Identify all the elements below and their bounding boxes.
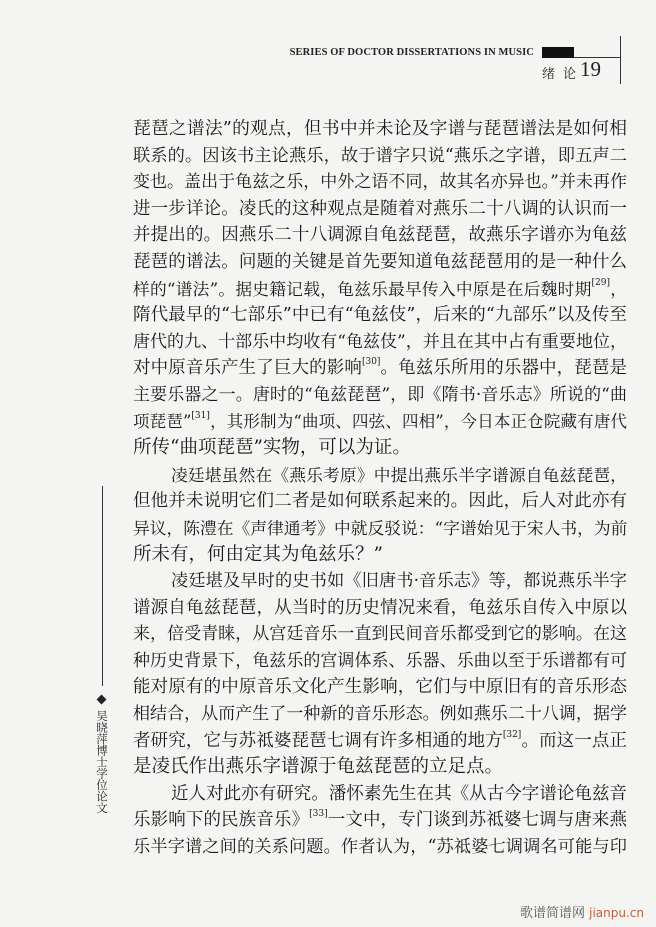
text-line — [133, 409, 627, 436]
text-segment: 所传“曲项琵琶”实物，可以为证。 — [133, 437, 411, 459]
text-line — [133, 834, 627, 861]
citation-marker: [30] — [361, 357, 381, 368]
text-line — [133, 143, 627, 170]
text-segment: 近人对此亦有研究。潘怀素先生在其《从古今字谱论龟兹音 — [171, 783, 627, 804]
text-line — [133, 169, 627, 196]
text-segment: 项琵琶” — [133, 411, 192, 431]
text-segment: 隋代最早的“七部乐”中已有“龟兹伎”，后来的“九部乐”以及传至 — [133, 305, 627, 326]
page-number: 19 — [580, 57, 601, 81]
citation-marker: [29] — [591, 277, 611, 288]
sidebar-author-label: 吴晓萍博士学位论文 — [95, 710, 109, 814]
text-segment: 。龟兹乐所用的乐器中，琵琶是 — [380, 358, 628, 379]
header-vertical-rule — [620, 36, 621, 84]
text-line — [133, 648, 627, 675]
text-segment: 是凌氏作出燕乐字谱源于龟兹琵琶的立足点。 — [133, 756, 504, 778]
citation-marker: [33] — [309, 809, 328, 820]
text-line — [133, 249, 627, 276]
text-segment: 乐影响下的民族音乐》 — [133, 810, 310, 831]
text-line — [133, 754, 627, 781]
text-segment: 样的“谱法”。据史籍记载，龟兹乐最早传入中原是在后魏时期 — [133, 278, 592, 299]
text-segment: 唐代的九、十部乐中均收有“龟兹伎”，并且在其中占有重要地位， — [133, 331, 627, 352]
text-segment: 琵琶的谱法。问题的关键是首先要知道龟兹琵琶用的是一种什么 — [133, 251, 627, 272]
text-segment: 但他并未说明它们二者是如何联系起来的。因此，后人对此亦有 — [133, 491, 627, 512]
text-line — [133, 807, 627, 834]
watermark-text: 歌谱简谱网 — [519, 906, 585, 921]
text-segment: 联系的。因该书主论燕乐，故于谱字只说“燕乐之字谱，即五声二 — [133, 145, 627, 166]
text-line — [133, 329, 627, 356]
text-segment: ，其形制为“曲项、四弦、四相”，今日本正仓院藏有唐代 — [209, 411, 627, 431]
text-line — [133, 116, 627, 143]
text-segment: 异议，陈澧在《声律通考》中就反驳说：“字谱始见于宋人书，为前 — [133, 517, 628, 538]
text-segment: 能对原有的中原音乐文化产生影响，它们与中原旧有的音乐形态 — [133, 677, 627, 698]
header-black-bar — [542, 47, 574, 58]
text-segment: 一文中，专门谈到苏祗婆七调与唐来燕 — [327, 810, 628, 831]
text-segment: 凌廷堪虽然在《燕乐考原》中提出燕乐半字谱源自龟兹琵琶， — [171, 464, 627, 485]
text-segment: 谱源自龟兹琵琶，从当时的历史情况来看，龟兹乐自传入中原以 — [133, 597, 627, 618]
text-line — [133, 542, 627, 569]
text-segment: ， — [610, 278, 627, 299]
text-line — [133, 621, 627, 648]
text-line — [133, 728, 627, 755]
text-line — [133, 382, 627, 409]
text-segment: 变也。盖出于龟兹之乐，中外之语不同，故其名亦异也。”并未再作 — [133, 172, 627, 193]
citation-marker: [32] — [502, 729, 522, 740]
text-line — [133, 196, 627, 223]
text-segment: 相结合，从而产生了一种新的音乐形态。例如燕乐二十八调，据学 — [133, 704, 627, 725]
watermark — [520, 902, 644, 921]
text-line — [133, 302, 627, 329]
sidebar-rule — [102, 486, 103, 686]
text-line — [133, 701, 627, 728]
text-segment: 凌廷堪及早时的史书如《旧唐书·音乐志》等，都说燕乐半字 — [171, 571, 627, 592]
text-line — [133, 355, 627, 382]
text-segment: 所未有，何由定其为龟兹乐？” — [133, 543, 383, 565]
text-segment: 琵琶之谱法”的观点，但书中并未论及字谱与琵琶谱法是如何相 — [133, 119, 627, 139]
text-segment: 并提出的。因燕乐二十八调源自龟兹琵琶，故燕乐字谱亦为龟兹 — [133, 225, 627, 246]
text-line — [133, 781, 627, 808]
text-segment: 进一步详论。凌氏的这种观点是随着对燕乐二十八调的认识而一 — [133, 198, 627, 219]
text-segment: 主要乐器之一。唐时的“龟兹琵琶”，即《隋书·音乐志》所说的“曲 — [133, 384, 627, 405]
text-line — [133, 222, 627, 249]
text-segment: 者研究，它与苏祗婆琵琶七调有许多相通的地方 — [133, 730, 503, 751]
text-line — [133, 674, 627, 701]
text-segment: 乐半字谱之间的关系问题。作者认为，“苏祗婆七调调名可能与印 — [133, 837, 627, 858]
chapter-title: 绪论 — [542, 67, 585, 82]
text-line — [133, 595, 627, 622]
series-title: SERIES OF DOCTOR DISSERTATIONS IN MUSIC — [289, 47, 534, 58]
text-segment: 对中原音乐产生了巨大的影响 — [133, 358, 362, 379]
text-line — [133, 515, 627, 542]
text-segment: 种历史背景下，龟兹乐的宫调体系、乐器、乐曲以至于乐谱都有可 — [133, 650, 627, 671]
text-line — [133, 488, 627, 515]
text-segment: 来，倍受青睐，从宫廷音乐一直到民间音乐都受到它的影响。在这 — [133, 624, 627, 645]
watermark-domain: jianpu.cn — [589, 906, 644, 920]
text-line — [133, 568, 627, 595]
text-line — [133, 462, 627, 489]
body-text — [133, 116, 627, 861]
citation-marker: [31] — [191, 410, 210, 421]
text-line — [133, 276, 627, 303]
text-line — [133, 435, 627, 462]
text-segment: 。而这一点正 — [521, 730, 627, 751]
diamond-icon — [97, 695, 107, 705]
